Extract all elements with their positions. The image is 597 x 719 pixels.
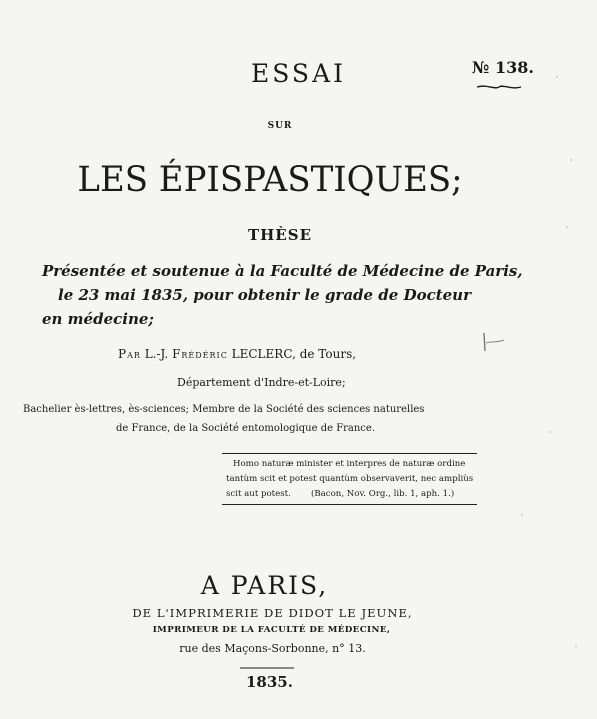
epigraph-line-2: tantùm scit et potest quantùm observaverit, nec ampliùs xyxy=(226,474,474,484)
paper-speck xyxy=(549,431,551,433)
paper-speck xyxy=(521,514,523,516)
document-title-essai: ESSAI xyxy=(251,59,346,88)
number-underline-flourish xyxy=(475,83,523,91)
document-number: № 138. xyxy=(472,58,534,77)
qualifications-line-2: de France, de la Société entomologique de France. xyxy=(116,423,376,434)
imprint-printer: DE L'IMPRIMERIE DE DIDOT LE JEUNE, xyxy=(132,606,413,620)
handwritten-mark xyxy=(480,330,508,354)
sur-label: SUR xyxy=(267,121,293,131)
publication-year: 1835. xyxy=(246,673,293,691)
presented-line-2: le 23 mai 1835, pour obtenir le grade de Docteur xyxy=(58,286,471,304)
imprint-city: A PARIS, xyxy=(200,571,329,600)
author-par: Par xyxy=(118,347,141,361)
epigraph-line-3: scit aut potest. xyxy=(226,489,291,499)
paper-speck xyxy=(570,159,572,161)
author-origin: , de Tours, xyxy=(292,347,357,361)
main-title: LES ÉPISPASTIQUES; xyxy=(77,160,463,200)
paper-speck xyxy=(575,645,577,647)
author-first-name: Frédéric xyxy=(172,347,228,361)
author-surname: LECLERC xyxy=(231,347,293,361)
qualifications-line-1: Bachelier ès-lettres, ès-sciences; Membre de la Société des sciences naturelles xyxy=(23,404,425,415)
imprint-printer-title: IMPRIMEUR DE LA FACULTÉ DE MÉDECINE, xyxy=(152,625,391,635)
paper-speck xyxy=(556,76,558,78)
these-heading: THÈSE xyxy=(247,226,313,244)
epigraph-line-1: Homo naturæ minister et interpres de naturæ ordine xyxy=(233,459,466,469)
year-rule xyxy=(238,664,296,672)
author-line xyxy=(118,347,356,361)
epigraph-citation: (Bacon, Nov. Org., lib. 1, aph. 1.) xyxy=(311,489,455,499)
epigraph-box xyxy=(222,453,477,505)
paper-speck xyxy=(566,226,568,228)
imprint-address: rue des Maçons-Sorbonne, n° 13. xyxy=(179,642,366,655)
presented-line-1: Présentée et soutenue à la Faculté de Médecine de Paris, xyxy=(42,262,523,280)
author-initials: L.-J. xyxy=(144,347,169,361)
presented-line-3: en médecine; xyxy=(42,310,154,328)
department-line: Département d'Indre-et-Loire; xyxy=(177,376,346,389)
